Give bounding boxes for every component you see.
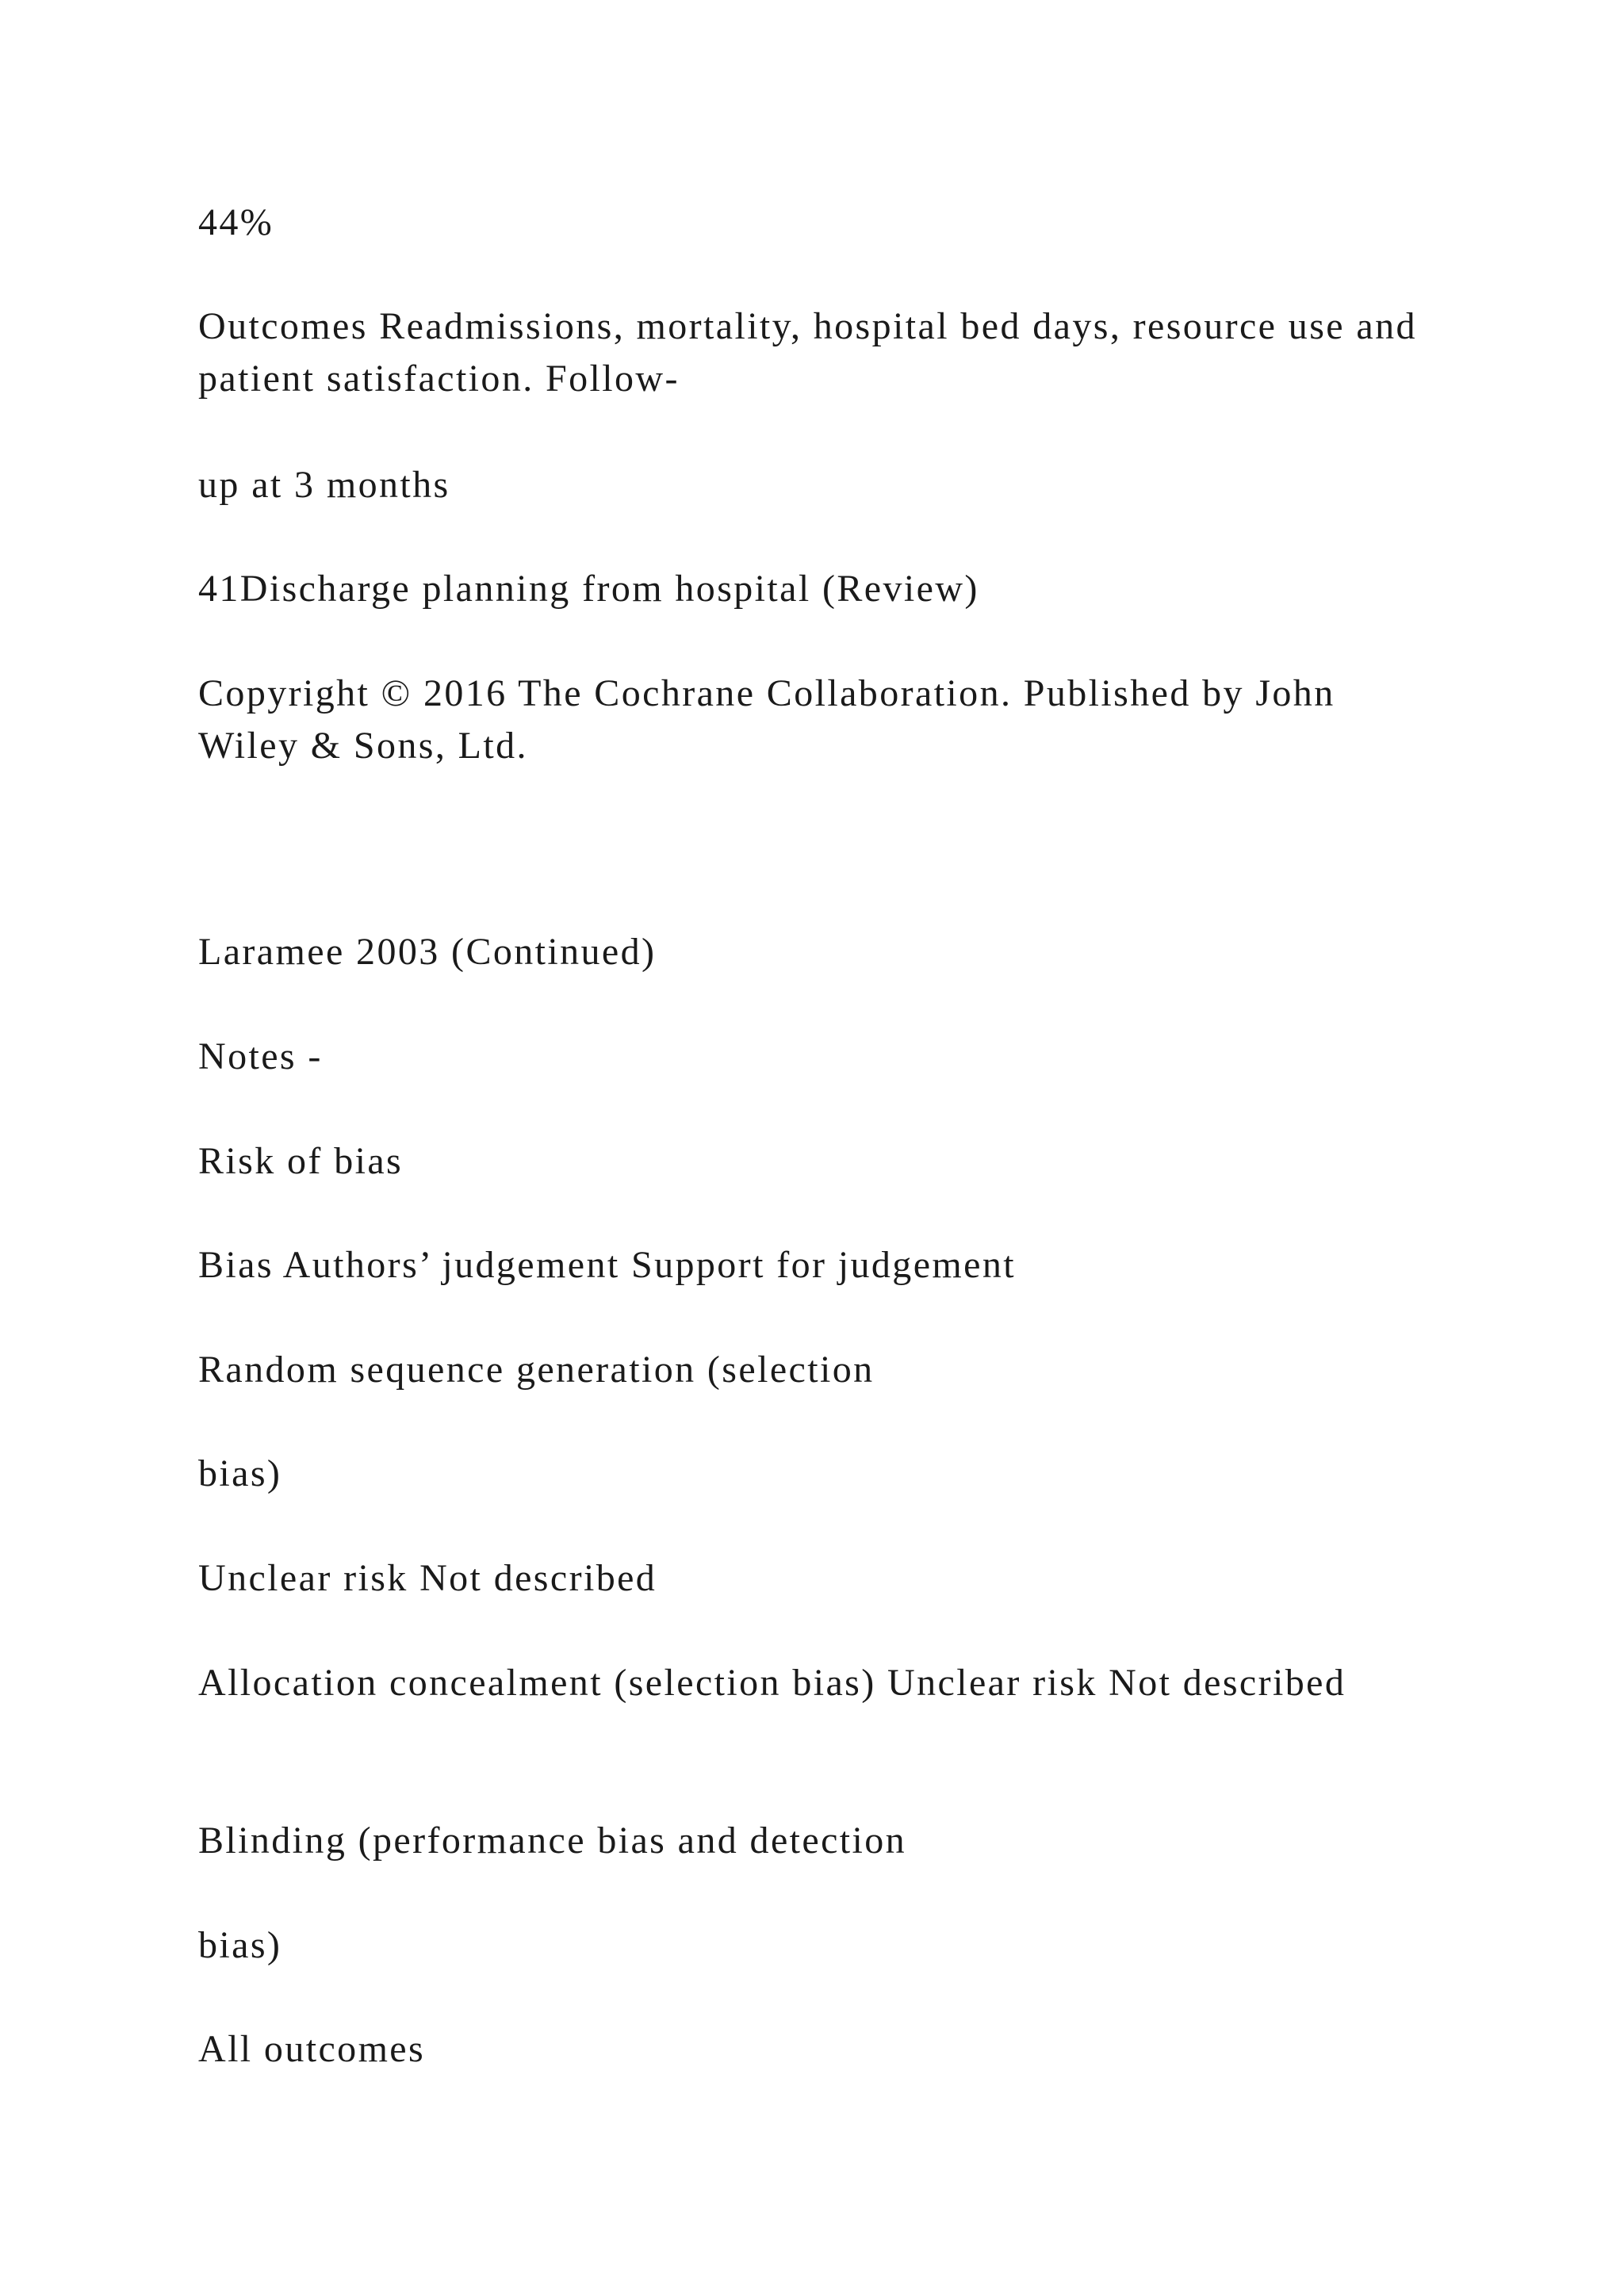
text-line-table-header: Bias Authors’ judgement Support for judgement <box>198 1244 1016 1286</box>
text-line-notes: Notes - <box>198 1035 323 1077</box>
text-line-page-header: 41Discharge planning from hospital (Review) <box>198 568 979 610</box>
text-line-all-outcomes: All outcomes <box>198 2028 426 2070</box>
text-line-outcomes: Outcomes Readmissions, mortality, hospital bed days, resource use and patient satisfaction. Follow- <box>198 305 1417 400</box>
text-line-follow-up: up at 3 months <box>198 464 450 506</box>
text-line-blinding: Blinding (performance bias and detection <box>198 1820 907 1862</box>
text-line-allocation-concealment: Allocation concealment (selection bias) Unclear risk Not described <box>198 1662 1346 1704</box>
text-line-bias-1: bias) <box>198 1452 282 1494</box>
text-line-bias-2: bias) <box>198 1924 282 1966</box>
text-line-copyright: Copyright © 2016 The Cochrane Collaboration. Published by John Wiley & Sons, Ltd. <box>198 672 1335 767</box>
text-line-percentage: 44% <box>198 201 274 243</box>
text-line-study-title: Laramee 2003 (Continued) <box>198 931 657 973</box>
text-line-unclear-risk-1: Unclear risk Not described <box>198 1557 657 1599</box>
text-line-risk-of-bias-heading: Risk of bias <box>198 1140 404 1182</box>
text-line-random-sequence: Random sequence generation (selection <box>198 1349 875 1391</box>
